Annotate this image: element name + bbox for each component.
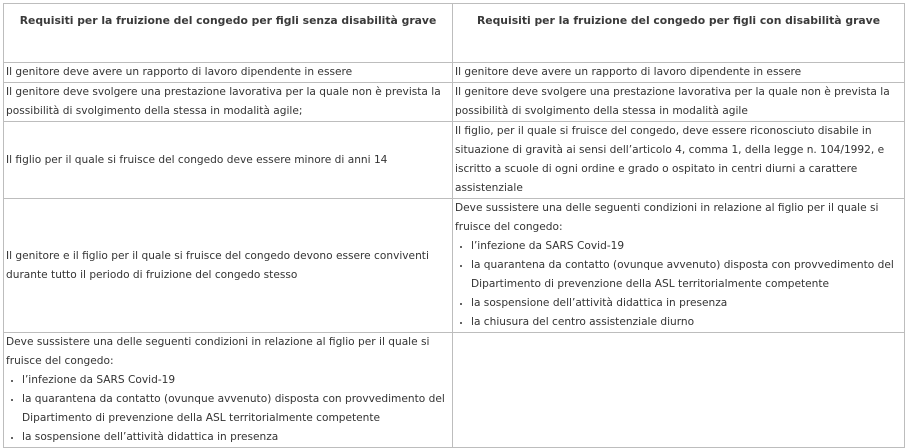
cell-conditions-right [453, 199, 905, 333]
requirements-table [3, 3, 905, 448]
table-header-row [4, 4, 905, 63]
cell-disability-right: Il figlio, per il quale si fruisce del congedo, deve essere riconosciuto disabile in situazione di gravità ai sensi dell’articolo 4, comma 1, della legge n. 104/1992, e iscritto a scuole di ogni ordine e grado o ospitato in centri diurni a carattere assistenziale [453, 122, 905, 199]
conditions-list [455, 237, 902, 332]
table-row [4, 333, 905, 448]
cell-conditions-left [4, 333, 453, 448]
header-without-disability: Requisiti per la fruizione del congedo per figli senza disabilità grave [4, 4, 453, 63]
list-item: • la quarantena da contatto (ovunque avvenuto) disposta con provvedimento del Dipartimento di prevenzione della ASL territorialmente competente [22, 390, 450, 428]
cell-empty-right [453, 333, 905, 448]
cell-age-left: Il figlio per il quale si fruisce del congedo deve essere minore di anni 14 [4, 122, 453, 199]
conditions-intro: Deve sussistere una delle seguenti condizioni in relazione al figlio per il quale si fruisce del congedo: [6, 336, 430, 367]
header-with-disability: Requisiti per la fruizione del congedo per figli con disabilità grave [453, 4, 905, 63]
list-item: • la chiusura del centro assistenziale diurno [471, 313, 902, 332]
cell-agile-right: Il genitore deve svolgere una prestazione lavorativa per la quale non è prevista la possibilità di svolgimento della stessa in modalità agile [453, 83, 905, 122]
list-item: • la sospensione dell’attività didattica in presenza [471, 294, 902, 313]
list-item: • la quarantena da contatto (ovunque avvenuto) disposta con provvedimento del Dipartimento di prevenzione della ASL territorialmente competente [471, 256, 902, 294]
list-item: • l’infezione da SARS Covid-19 [22, 371, 450, 390]
table-row [4, 63, 905, 83]
list-item: • l’infezione da SARS Covid-19 [471, 237, 902, 256]
table-row [4, 83, 905, 122]
cell-agile-left: Il genitore deve svolgere una prestazione lavorativa per la quale non è prevista la possibilità di svolgimento della stessa in modalità agile; [4, 83, 453, 122]
cell-cohabitation-left: Il genitore e il figlio per il quale si fruisce del congedo devono essere conviventi durante tutto il periodo di fruizione del congedo stesso [4, 199, 453, 333]
conditions-list [6, 371, 450, 447]
table-row [4, 122, 905, 199]
table-row [4, 199, 905, 333]
cell-employment-left: Il genitore deve avere un rapporto di lavoro dipendente in essere [4, 63, 453, 83]
conditions-intro: Deve sussistere una delle seguenti condizioni in relazione al figlio per il quale si fruisce del congedo: [455, 202, 879, 233]
list-item: • la sospensione dell’attività didattica in presenza [22, 428, 450, 447]
cell-employment-right: Il genitore deve avere un rapporto di lavoro dipendente in essere [453, 63, 905, 83]
